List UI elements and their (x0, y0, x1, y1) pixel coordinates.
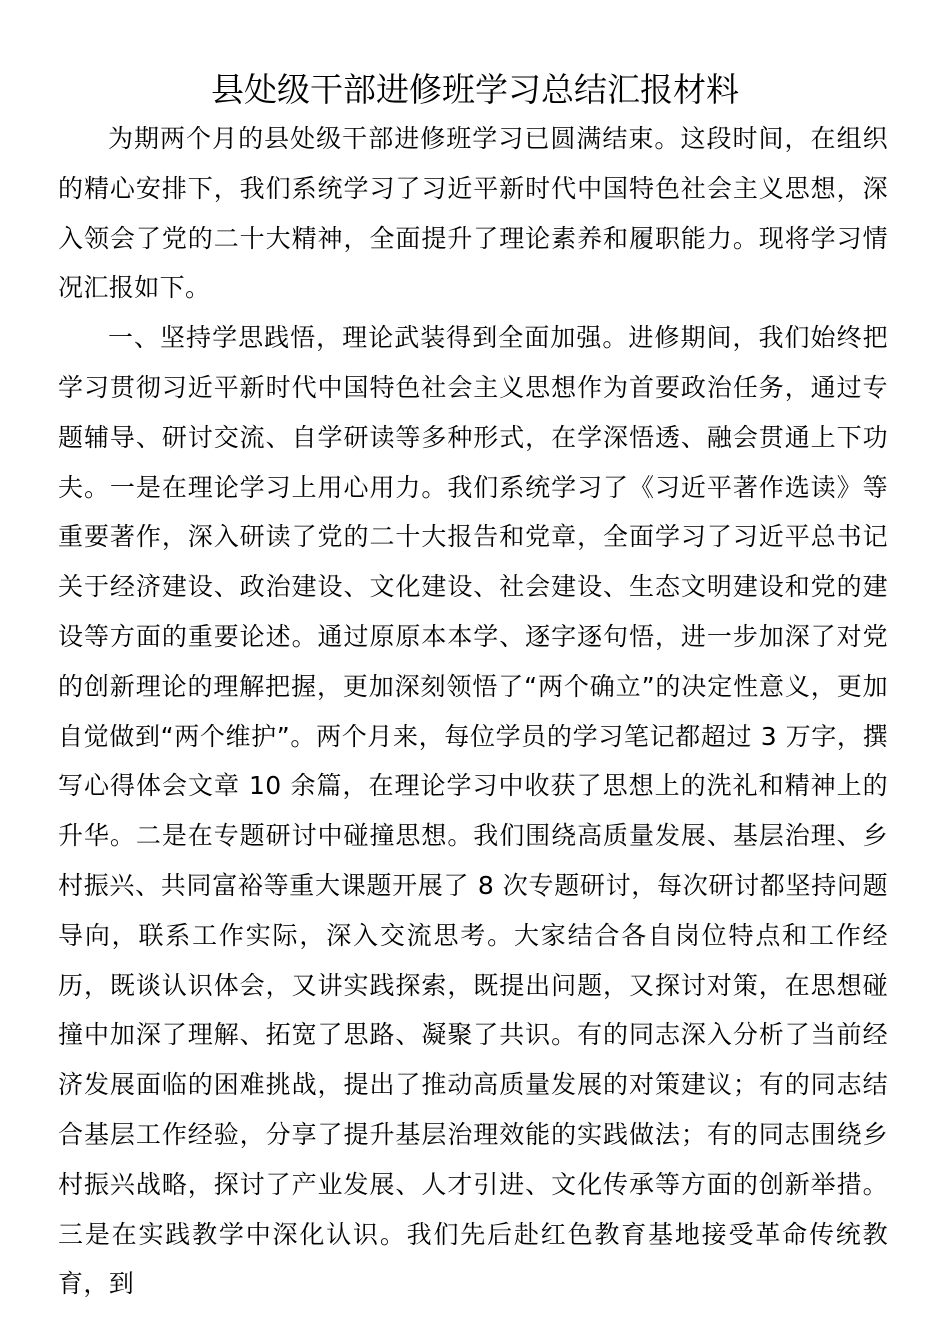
paragraph-intro: 为期两个月的县处级干部进修班学习已圆满结束。这段时间，在组织的精心安排下，我们系统学习了习近平新时代中国特色社会主义思想，深入领会了党的二十大精神，全面提升了理论素养和履职能力。现将学习情况汇报如下。 (58, 124, 888, 303)
paragraph-section-one: 一、坚持学思践悟，理论武装得到全面加强。进修期间，我们始终把学习贯彻习近平新时代中国特色社会主义思想作为首要政治任务，通过专题辅导、研讨交流、自学研读等多种形式，在学深悟透、融会贯通上下功夫。一是在理论学习上用心用力。我们系统学习了《习近平著作选读》等重要著作，深入研读了党的二十大报告和党章，全面学习了习近平总书记关于经济建设、政治建设、文化建设、社会建设、生态文明建设和党的建设等方面的重要论述。通过原原本本学、逐字逐句悟，进一步加深了对党的创新理论的理解把握，更加深刻领悟了“两个确立”的决定性意义，更加自觉做到“两个维护”。两个月来，每位学员的学习笔记都超过 3 万字，撰写心得体会文章 10 余篇，在理论学习中收获了思想上的洗礼和精神上的升华。二是在专题研讨中碰撞思想。我们围绕高质量发展、基层治理、乡村振兴、共同富裕等重大课题开展了 8 次专题研讨，每次研讨都坚持问题导向，联系工作实际，深入交流思考。大家结合各自岗位特点和工作经历，既谈认识体会，又讲实践探索，既提出问题，又探讨对策，在思想碰撞中加深了理解、拓宽了思路、凝聚了共识。有的同志深入分析了当前经济发展面临的困难挑战，提出了推动高质量发展的对策建议；有的同志结合基层工作经验，分享了提升基层治理效能的实践做法；有的同志围绕乡村振兴战略，探讨了产业发展、人才引进、文化传承等方面的创新举措。三是在实践教学中深化认识。我们先后赴红色教育基地接受革命传统教育，到 (58, 323, 888, 1299)
document-body (58, 114, 888, 1309)
document-title: 县处级干部进修班学习总结汇报材料 (211, 70, 739, 109)
